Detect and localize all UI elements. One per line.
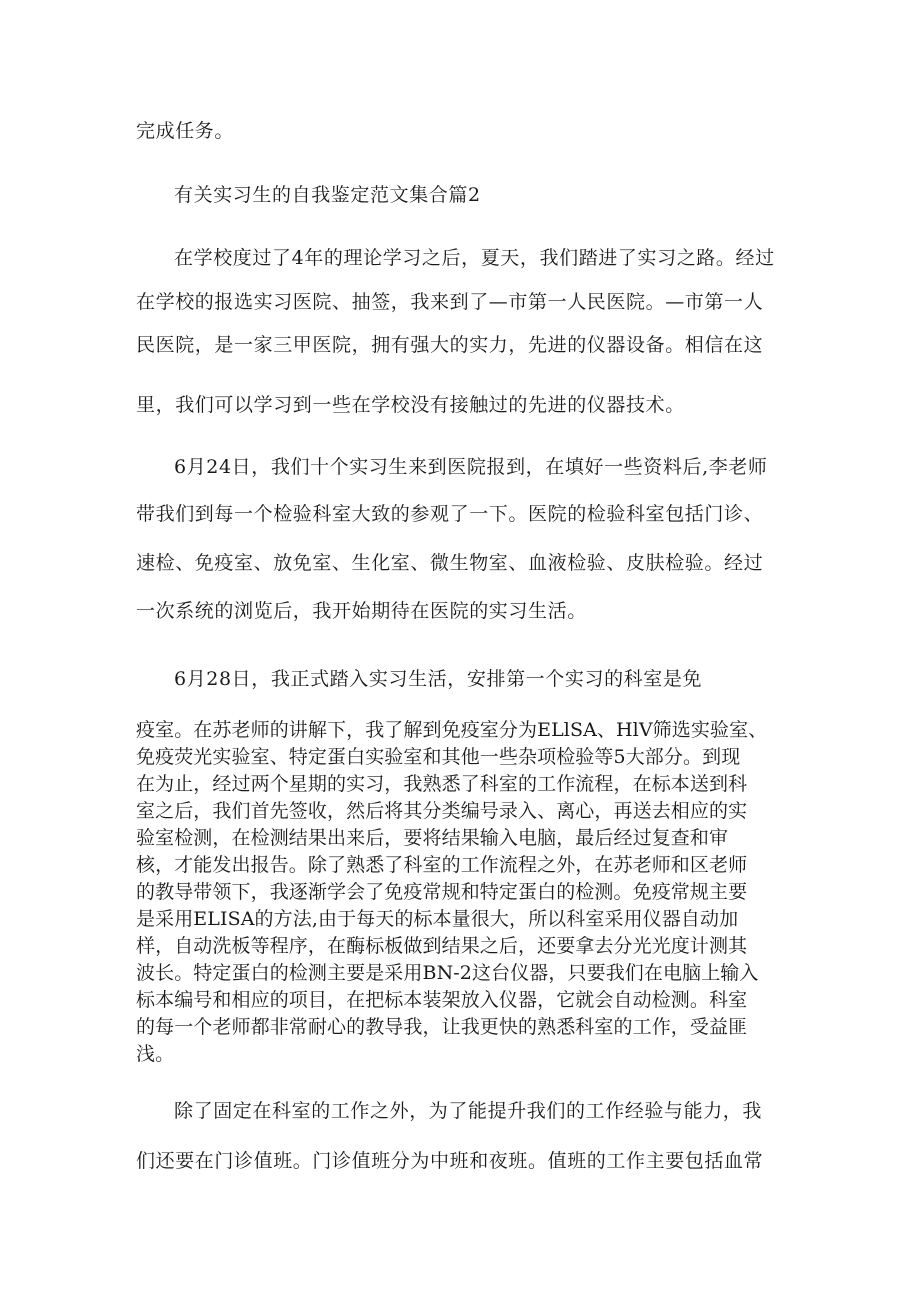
paragraph-5-line-1: 除了固定在科室的工作之外，为了能提升我们的工作经验与能力，我 [174,1100,763,1122]
paragraph-4-line-5: 验室检测，在检测结果出来后，要将结果输入电脑，最后经过复查和审 [136,827,729,849]
paragraph-4-line-6: 核，才能发出报告。除了熟悉了科室的工作流程之外，在苏老师和区老师 [136,854,748,876]
paragraph-2-line-1: 6月24日，我们十个实习生来到医院报到，在填好一些资料后,李老师 [174,456,768,478]
paragraph-3-line-1: 6月28日，我正式踏入实习生活，安排第一个实习的科室是免 [174,668,703,690]
paragraph-4-line-2: 免疫荧光实验室、特定蛋白实验室和其他一些杂项检验等5大部分。到现 [136,746,741,768]
paragraph-1-line-2: 在学校的报选实习医院、抽签，我来到了—市第一人民医院。—市第一人 [136,291,764,313]
paragraph-4-line-1: 疫室。在苏老师的讲解下，我了解到免疫室分为ELlSA、HlV筛选实验室、 [136,719,768,741]
paragraph-2-line-4: 一次系统的浏览后，我开始期待在医院的实习生活。 [136,600,587,622]
paragraph-4-line-11: 标本编号和相应的项目，在把标本装架放入仪器，它就会自动检测。科室 [136,989,748,1011]
paragraph-4-line-10: 波长。特定蛋白的检测主要是采用BN-2这台仪器，只要我们在电脑上输入 [136,962,759,984]
paragraph-4-line-4: 室之后，我们首先签收，然后将其分类编号录入、离心，再送去相应的实 [136,800,748,822]
paragraph-4-line-3: 在为止，经过两个星期的实习，我熟悉了科室的工作流程，在标本送到科 [136,773,748,795]
paragraph-5-line-2: 们还要在门诊值班。门诊值班分为中班和夜班。值班的工作主要包括血常 [136,1150,764,1172]
paragraph-1-line-1: 在学校度过了4年的理论学习之后，夏天，我们踏进了实习之路。经过 [174,247,775,269]
section-heading: 有关实习生的自我鉴定范文集合篇2 [174,184,481,206]
paragraph-2-line-2: 带我们到每一个检验科室大致的参观了一下。医院的检验科室包括门诊、 [136,503,764,525]
paragraph-4-line-7: 的教导带领下，我逐渐学会了免疫常规和特定蛋白的检测。免疫常规主要 [136,881,748,903]
paragraph-1-line-4: 里，我们可以学习到一些在学校没有接触过的先进的仪器技术。 [136,394,685,416]
paragraph-4-line-12: 的每一个老师都非常耐心的教导我，让我更快的熟悉科室的工作，受益匪 [136,1016,748,1038]
paragraph-4-line-9: 样，自动洗板等程序，在酶标板做到结果之后，还要拿去分光光度计测其 [136,935,748,957]
continuation-line: 完成任务。 [136,120,235,142]
paragraph-2-line-3: 速检、免疫室、放免室、生化室、微生物室、血液检验、皮肤检验。经过 [136,552,764,574]
paragraph-1-line-3: 民医院，是一家三甲医院，拥有强大的实力，先进的仪器设备。相信在这 [136,334,764,356]
paragraph-4-line-13: 浅。 [136,1043,175,1065]
paragraph-4-line-8: 是采用ELISA的方法,由于每天的标本量很大，所以科室采用仪器自动加 [136,908,739,930]
